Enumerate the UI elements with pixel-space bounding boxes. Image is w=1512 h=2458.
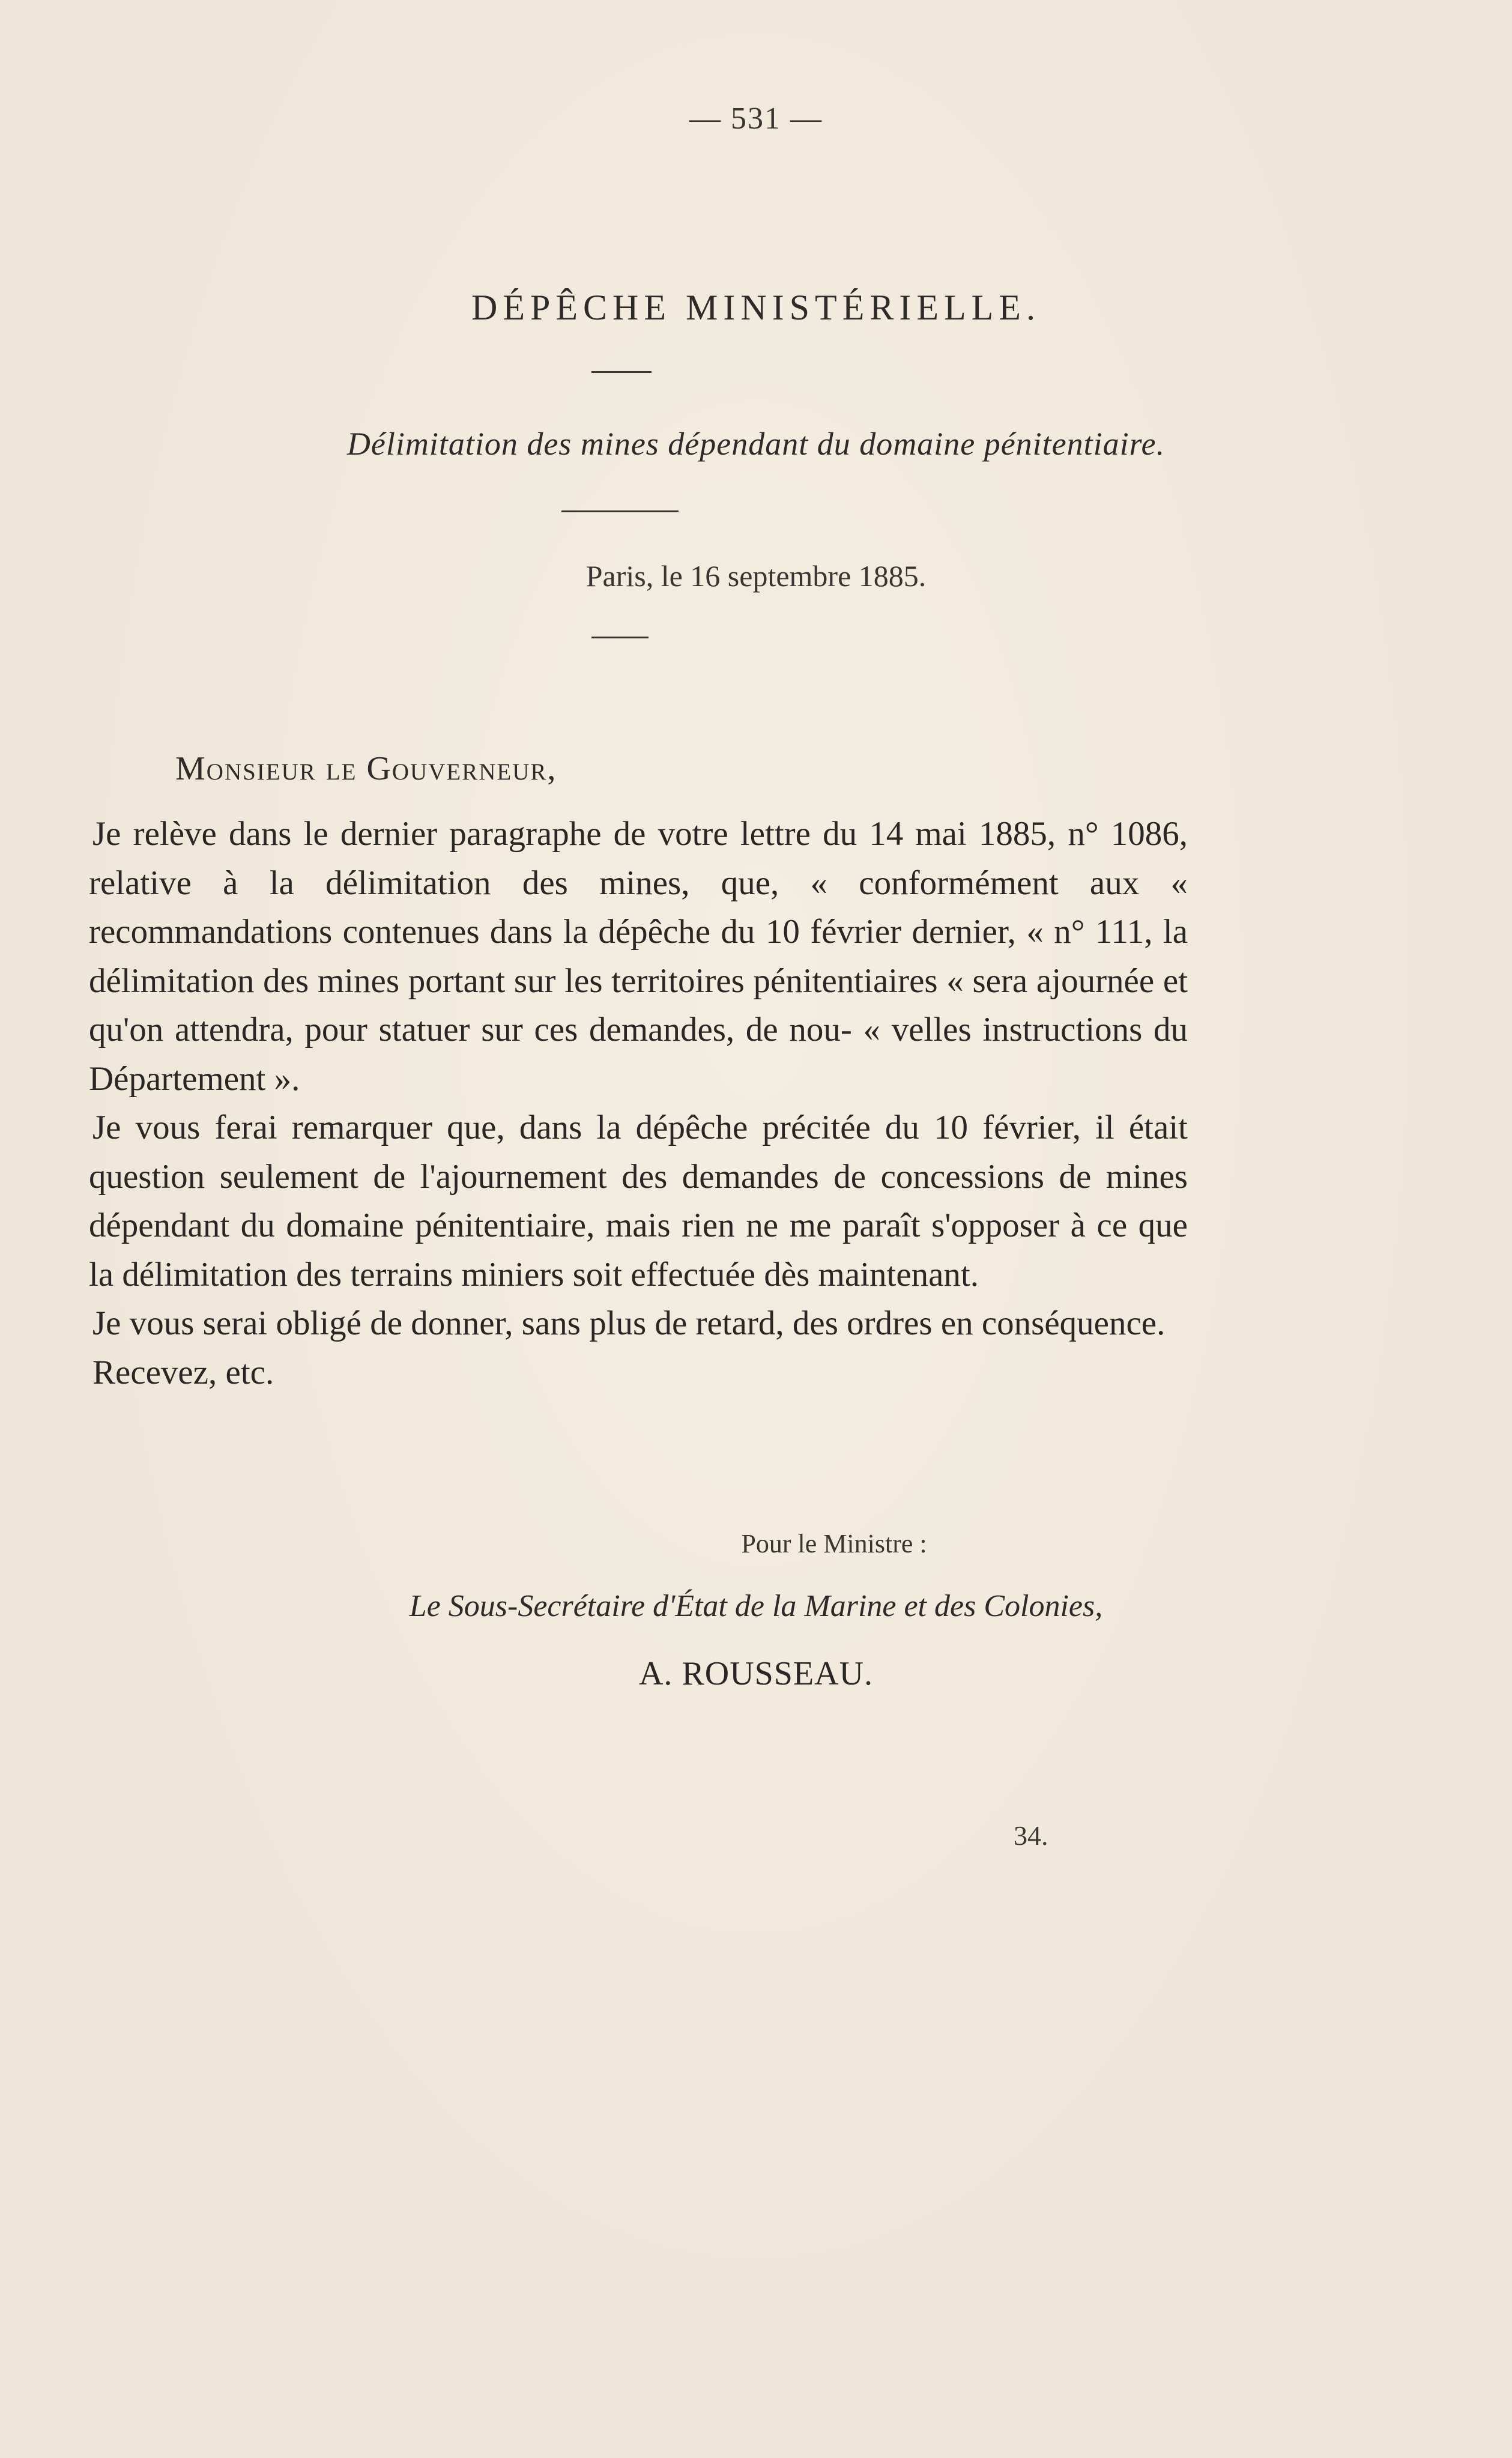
signature-name bbox=[0, 1654, 1512, 1693]
document-heading: DÉPÊCHE MINISTÉRIELLE. bbox=[471, 288, 1041, 327]
signature-label: Pour le Ministre : bbox=[741, 1529, 927, 1558]
body-paragraph-2: Je vous ferai remarquer que, dans la dépêche précitée du 10 février, il était question seulement de l'ajournement des demandes de concessions de mines dépendant du domaine pénitentiaire, mais rien ne me paraît s'opposer à ce que la délimitation des terrains miniers soit effectuée dès maintenant. bbox=[89, 1109, 1188, 1294]
signature-initial: A. bbox=[638, 1655, 673, 1692]
body-paragraph-1: Je relève dans le dernier paragraphe de votre lettre du 14 mai 1885, n° 1086, relative à la délimitation des mines, que, « conformément aux « recommandations contenues dans la dépêche du 10 février dernier, « n° 111, la délimitation des mines portant sur les territoires pénitentiaires « sera ajournée et qu'on attendra, pour statuer sur ces demandes, de nou- « velles instructions du Département ». bbox=[89, 815, 1188, 1098]
subtitle-divider bbox=[561, 510, 679, 512]
letter-body bbox=[89, 810, 1188, 1397]
signature-footer-mark: 34. bbox=[1014, 1820, 1048, 1851]
salutation: Monsieur le Gouverneur, bbox=[175, 750, 557, 787]
body-paragraph-3: Je vous serai obligé de donner, sans plus de retard, des ordres en conséquence. bbox=[92, 1304, 1166, 1342]
heading-divider bbox=[591, 371, 652, 373]
document-subtitle: Délimitation des mines dépendant du domaine pénitentiaire. bbox=[346, 426, 1166, 462]
signature-surname: ROUSSEAU. bbox=[682, 1655, 874, 1692]
dateline: Paris, le 16 septembre 1885. bbox=[585, 559, 927, 593]
page-number: — 531 — bbox=[689, 101, 823, 136]
dateline-divider bbox=[591, 637, 649, 638]
body-paragraph-4: Recevez, etc. bbox=[92, 1353, 274, 1391]
signature-title: Le Sous-Secrétaire d'État de la Marine et des Colonies, bbox=[409, 1589, 1103, 1623]
